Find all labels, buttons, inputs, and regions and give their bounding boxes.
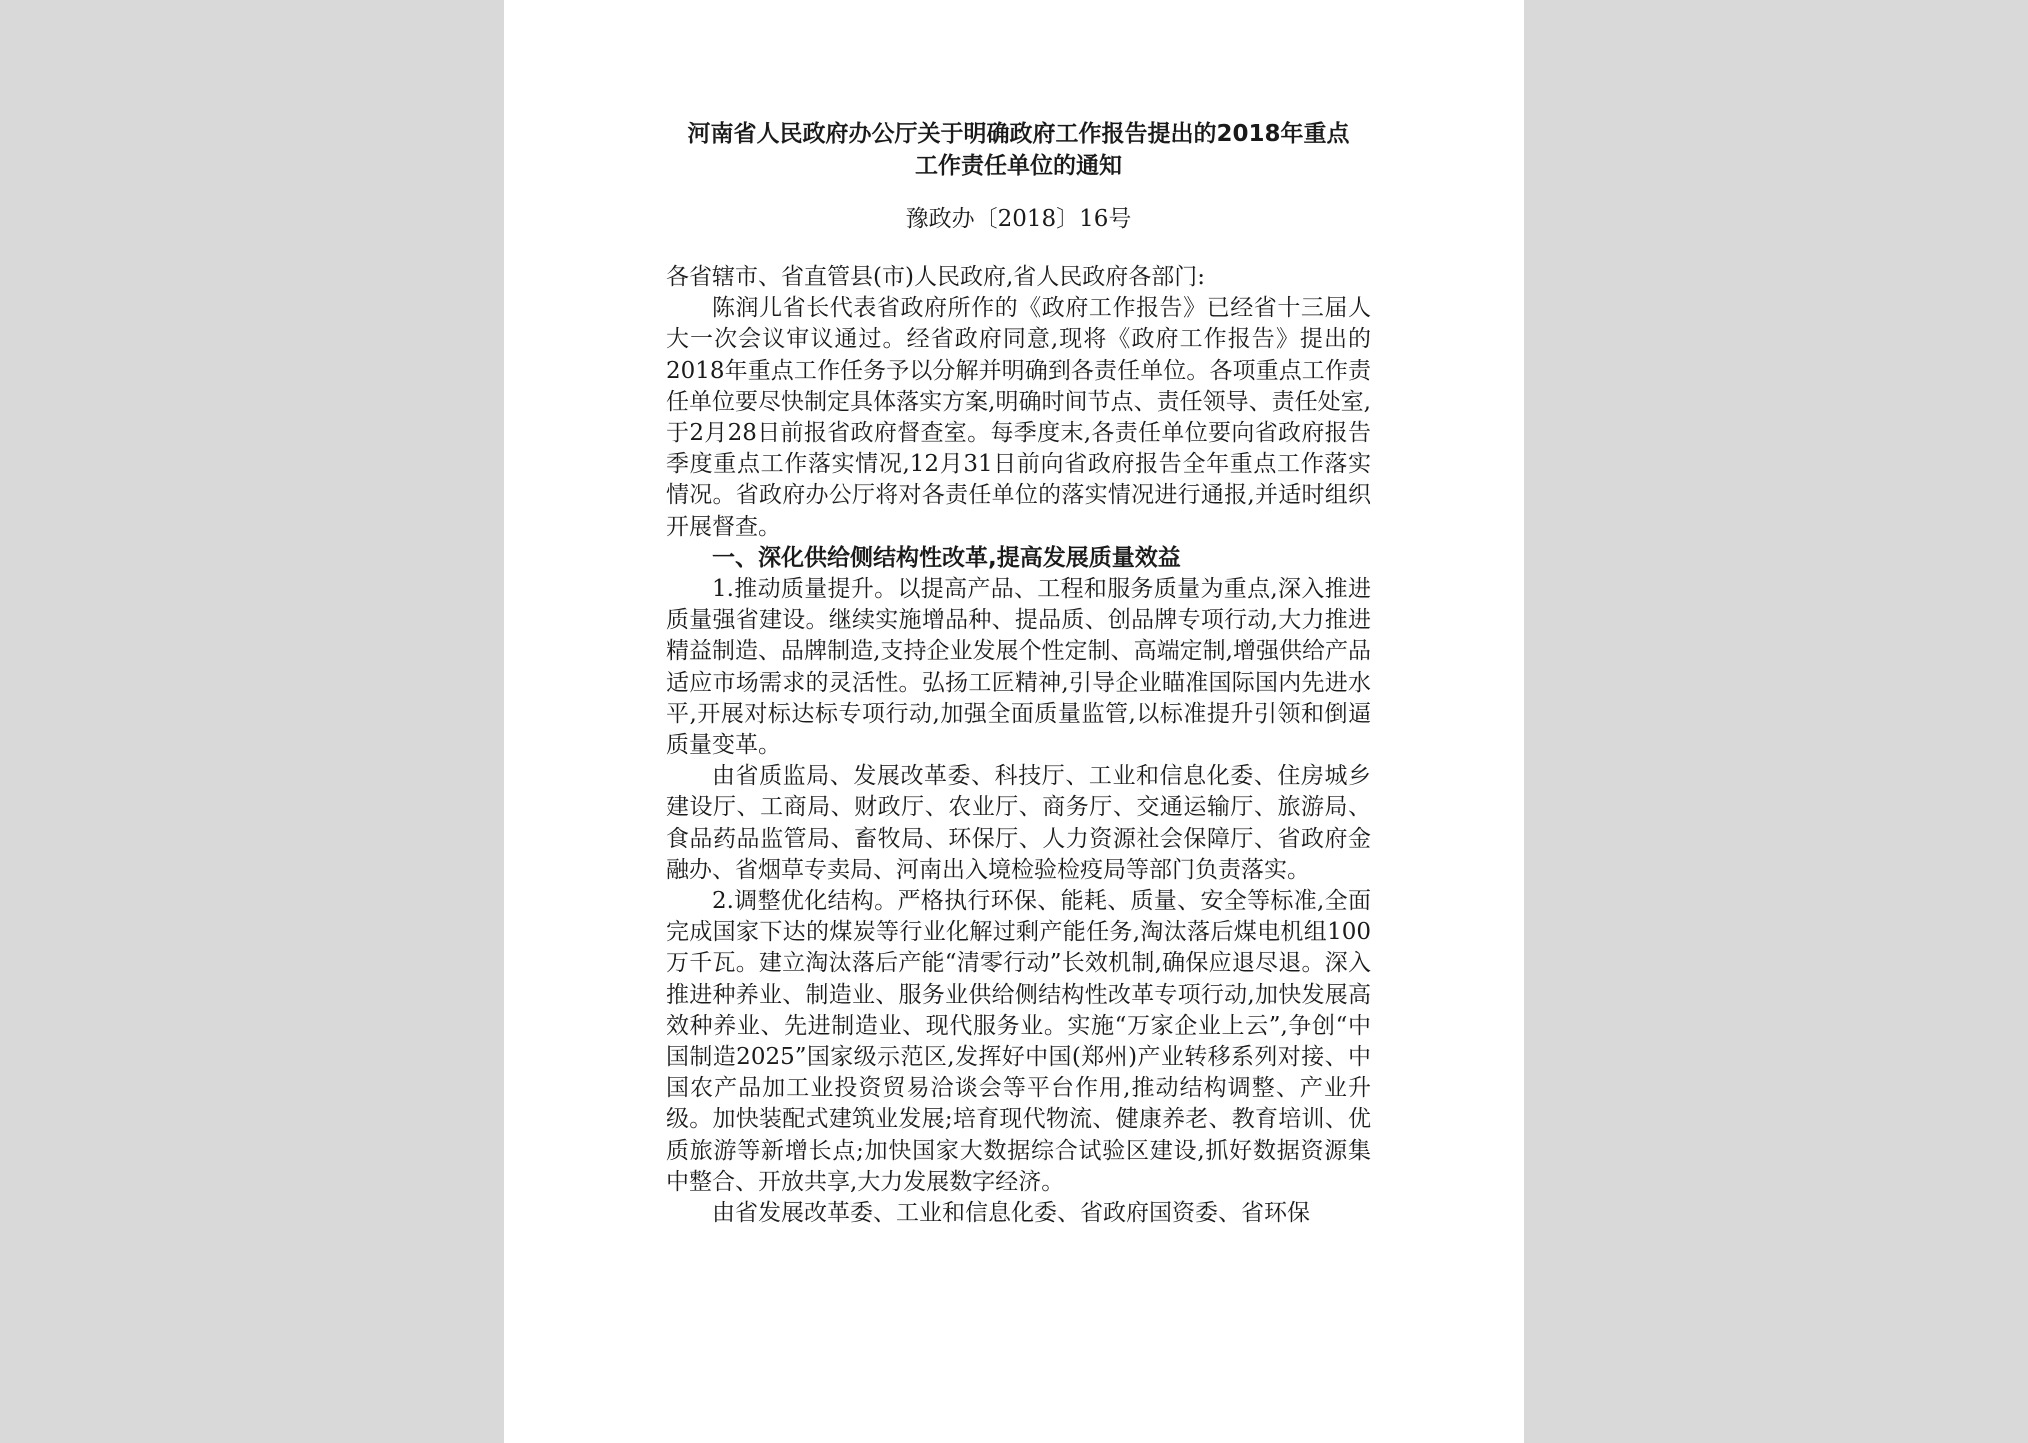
- salutation: 各省辖市、省直管县(市)人民政府,省人民政府各部门:: [666, 264, 1206, 290]
- item-1-paragraph: 1.推动质量提升。以提高产品、工程和服务质量为重点,深入推进质量强省建设。继续实施增品种、提品质、创品牌专项行动,大力推进精益制造、品牌制造,支持企业发展个性定制、高端定制,增强供给产品适应市场需求的灵活性。弘扬工匠精神,引导企业瞄准国际国内先进水平,开展对标达标专项行动,加强全面质量监管,以标准提升引领和倒逼质量变革。: [666, 576, 1371, 759]
- item-2-responsibility: 由省发展改革委、工业和信息化委、省政府国资委、省环保: [712, 1200, 1310, 1227]
- section-heading-1: 一、深化供给侧结构性改革,提高发展质量效益: [712, 544, 1181, 571]
- intro-paragraph: 陈润儿省长代表省政府所作的《政府工作报告》已经省十三届人大一次会议审议通过。经省政府同意,现将《政府工作报告》提出的2018年重点工作任务予以分解并明确到各责任单位。各项重点工作责任单位要尽快制定具体落实方案,明确时间节点、责任领导、责任处室,于2月28日前报省政府督查室。每季度末,各责任单位要向省政府报告季度重点工作落实情况,12月31日前向省政府报告全年重点工作落实情况。省政府办公厅将对各责任单位的落实情况进行通报,并适时组织开展督查。: [666, 295, 1371, 540]
- item-1-responsibility: 由省质监局、发展改革委、科技厅、工业和信息化委、住房城乡建设厅、工商局、财政厅、农业厅、商务厅、交通运输厅、旅游局、食品药品监管局、畜牧局、环保厅、人力资源社会保障厅、省政府金融办、省烟草专卖局、河南出入境检验检疫局等部门负责落实。: [666, 763, 1371, 883]
- title-line-2: 工作责任单位的通知: [915, 153, 1122, 179]
- document-body: [666, 118, 1371, 1229]
- item-2-paragraph: 2.调整优化结构。严格执行环保、能耗、质量、安全等标准,全面完成国家下达的煤炭等行业化解过剩产能任务,淘汰落后煤电机组100万千瓦。建立淘汰落后产能“清零行动”长效机制,确保应退尽退。深入推进种养业、制造业、服务业供给侧结构性改革专项行动,加快发展高效种养业、先进制造业、现代服务业。实施“万家企业上云”,争创“中国制造2025”国家级示范区,发挥好中国(郑州)产业转移系列对接、中国农产品加工业投资贸易洽谈会等平台作用,推动结构调整、产业升级。加快装配式建筑业发展;培育现代物流、健康养老、教育培训、优质旅游等新增长点;加快国家大数据综合试验区建设,抓好数据资源集中整合、开放共享,大力发展数字经济。: [666, 888, 1371, 1195]
- document-number: 豫政办〔2018〕16号: [905, 206, 1132, 232]
- title-line-1: 河南省人民政府办公厅关于明确政府工作报告提出的2018年重点: [687, 121, 1350, 147]
- document-title: [666, 118, 1371, 182]
- document-page: [504, 0, 1524, 1443]
